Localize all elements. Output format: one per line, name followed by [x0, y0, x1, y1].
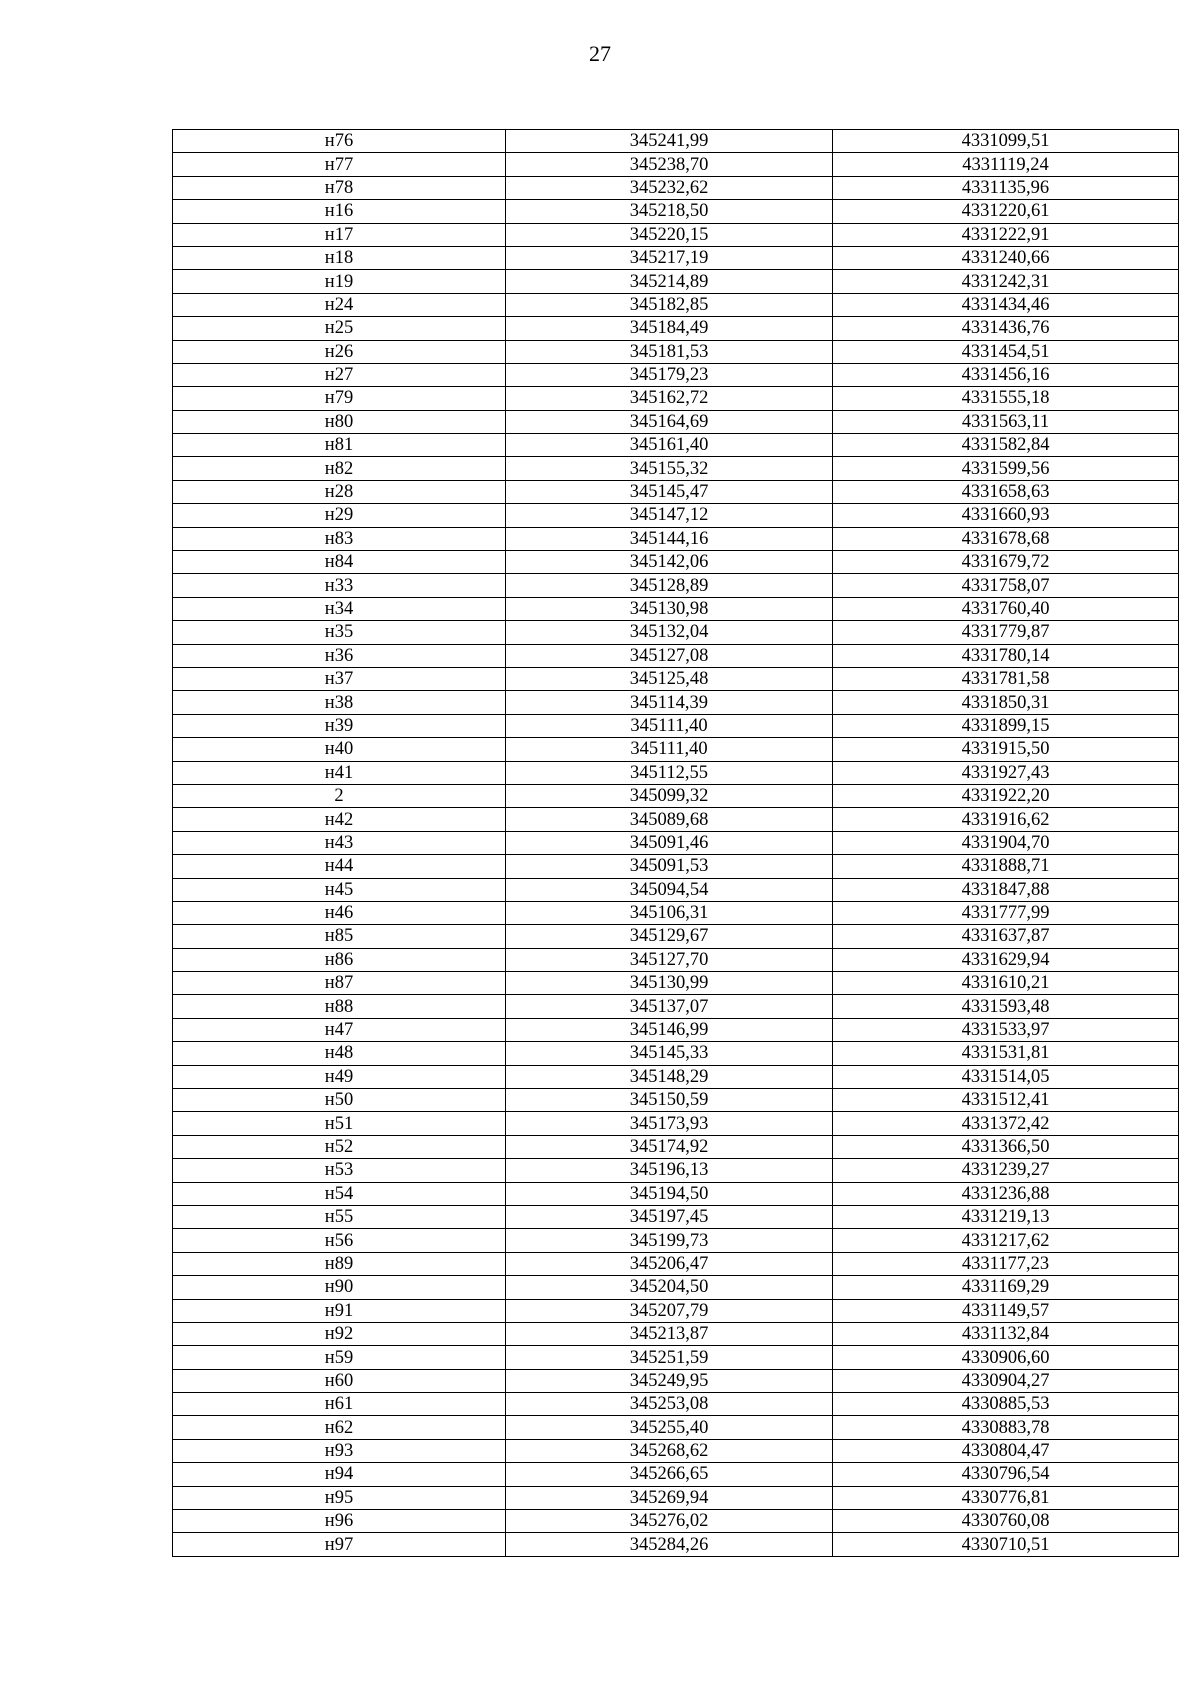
x-coordinate-cell: 345206,47 — [506, 1252, 833, 1275]
table-row — [173, 972, 1179, 995]
table-row — [173, 1533, 1179, 1556]
x-coordinate-cell: 345232,62 — [506, 176, 833, 199]
table-row — [173, 363, 1179, 386]
point-id-cell: н16 — [173, 200, 506, 223]
x-coordinate-cell: 345127,70 — [506, 948, 833, 971]
y-coordinate-cell: 4331533,97 — [833, 1018, 1179, 1041]
table-row — [173, 784, 1179, 807]
table-row — [173, 738, 1179, 761]
x-coordinate-cell: 345125,48 — [506, 667, 833, 690]
y-coordinate-cell: 4331222,91 — [833, 223, 1179, 246]
x-coordinate-cell: 345269,94 — [506, 1486, 833, 1509]
table-row — [173, 1369, 1179, 1392]
table-row — [173, 200, 1179, 223]
table-row — [173, 270, 1179, 293]
y-coordinate-cell: 4331220,61 — [833, 200, 1179, 223]
x-coordinate-cell: 345182,85 — [506, 293, 833, 316]
point-id-cell: н48 — [173, 1042, 506, 1065]
y-coordinate-cell: 4331678,68 — [833, 527, 1179, 550]
y-coordinate-cell: 4331555,18 — [833, 387, 1179, 410]
point-id-cell: н29 — [173, 504, 506, 527]
point-id-cell: н59 — [173, 1346, 506, 1369]
x-coordinate-cell: 345204,50 — [506, 1276, 833, 1299]
y-coordinate-cell: 4331456,16 — [833, 363, 1179, 386]
point-id-cell: н83 — [173, 527, 506, 550]
point-id-cell: н28 — [173, 480, 506, 503]
point-id-cell: н53 — [173, 1159, 506, 1182]
x-coordinate-cell: 345213,87 — [506, 1322, 833, 1345]
y-coordinate-cell: 4331219,13 — [833, 1205, 1179, 1228]
y-coordinate-cell: 4331777,99 — [833, 901, 1179, 924]
point-id-cell: н24 — [173, 293, 506, 316]
point-id-cell: н35 — [173, 621, 506, 644]
table-row — [173, 1346, 1179, 1369]
point-id-cell: н19 — [173, 270, 506, 293]
y-coordinate-cell: 4331531,81 — [833, 1042, 1179, 1065]
y-coordinate-cell: 4330885,53 — [833, 1393, 1179, 1416]
point-id-cell: н38 — [173, 691, 506, 714]
table-row — [173, 831, 1179, 854]
point-id-cell: н82 — [173, 457, 506, 480]
point-id-cell: н97 — [173, 1533, 506, 1556]
y-coordinate-cell: 4331119,24 — [833, 153, 1179, 176]
table-row — [173, 644, 1179, 667]
y-coordinate-cell: 4331240,66 — [833, 246, 1179, 269]
table-row — [173, 1229, 1179, 1252]
point-id-cell: н96 — [173, 1510, 506, 1533]
table-row — [173, 551, 1179, 574]
x-coordinate-cell: 345255,40 — [506, 1416, 833, 1439]
y-coordinate-cell: 4331679,72 — [833, 551, 1179, 574]
table-row — [173, 340, 1179, 363]
table-row — [173, 223, 1179, 246]
point-id-cell: н60 — [173, 1369, 506, 1392]
point-id-cell: н55 — [173, 1205, 506, 1228]
y-coordinate-cell: 4331372,42 — [833, 1112, 1179, 1135]
y-coordinate-cell: 4330906,60 — [833, 1346, 1179, 1369]
point-id-cell: н52 — [173, 1135, 506, 1158]
point-id-cell: н94 — [173, 1463, 506, 1486]
y-coordinate-cell: 4331236,88 — [833, 1182, 1179, 1205]
y-coordinate-cell: 4330883,78 — [833, 1416, 1179, 1439]
point-id-cell: н43 — [173, 831, 506, 854]
table-row — [173, 1486, 1179, 1509]
x-coordinate-cell: 345106,31 — [506, 901, 833, 924]
table-row — [173, 527, 1179, 550]
table-row — [173, 1089, 1179, 1112]
page-number: 27 — [589, 41, 611, 66]
point-id-cell: н17 — [173, 223, 506, 246]
x-coordinate-cell: 345173,93 — [506, 1112, 833, 1135]
x-coordinate-cell: 345089,68 — [506, 808, 833, 831]
point-id-cell: н92 — [173, 1322, 506, 1345]
point-id-cell: н87 — [173, 972, 506, 995]
x-coordinate-cell: 345142,06 — [506, 551, 833, 574]
point-id-cell: н47 — [173, 1018, 506, 1041]
y-coordinate-cell: 4330796,54 — [833, 1463, 1179, 1486]
x-coordinate-cell: 345144,16 — [506, 527, 833, 550]
x-coordinate-cell: 345145,33 — [506, 1042, 833, 1065]
y-coordinate-cell: 4331239,27 — [833, 1159, 1179, 1182]
table-row — [173, 293, 1179, 316]
x-coordinate-cell: 345184,49 — [506, 317, 833, 340]
y-coordinate-cell: 4331177,23 — [833, 1252, 1179, 1275]
y-coordinate-cell: 4330710,51 — [833, 1533, 1179, 1556]
x-coordinate-cell: 345132,04 — [506, 621, 833, 644]
point-id-cell: н62 — [173, 1416, 506, 1439]
table-row — [173, 1276, 1179, 1299]
x-coordinate-cell: 345130,98 — [506, 597, 833, 620]
point-id-cell: н93 — [173, 1439, 506, 1462]
point-id-cell: н89 — [173, 1252, 506, 1275]
x-coordinate-cell: 345130,99 — [506, 972, 833, 995]
point-id-cell: н39 — [173, 714, 506, 737]
x-coordinate-cell: 345199,73 — [506, 1229, 833, 1252]
coordinates-table — [172, 129, 1179, 1557]
point-id-cell: н79 — [173, 387, 506, 410]
y-coordinate-cell: 4331436,76 — [833, 317, 1179, 340]
x-coordinate-cell: 345284,26 — [506, 1533, 833, 1556]
table-row — [173, 667, 1179, 690]
table-row — [173, 1135, 1179, 1158]
table-row — [173, 901, 1179, 924]
point-id-cell: н34 — [173, 597, 506, 620]
table-row — [173, 387, 1179, 410]
table-row — [173, 691, 1179, 714]
y-coordinate-cell: 4330776,81 — [833, 1486, 1179, 1509]
x-coordinate-cell: 345238,70 — [506, 153, 833, 176]
y-coordinate-cell: 4331660,93 — [833, 504, 1179, 527]
x-coordinate-cell: 345266,65 — [506, 1463, 833, 1486]
y-coordinate-cell: 4331927,43 — [833, 761, 1179, 784]
table-row — [173, 1042, 1179, 1065]
point-id-cell: н27 — [173, 363, 506, 386]
x-coordinate-cell: 345194,50 — [506, 1182, 833, 1205]
y-coordinate-cell: 4331847,88 — [833, 878, 1179, 901]
table-row — [173, 597, 1179, 620]
table-row — [173, 714, 1179, 737]
x-coordinate-cell: 345094,54 — [506, 878, 833, 901]
y-coordinate-cell: 4331850,31 — [833, 691, 1179, 714]
table-row — [173, 948, 1179, 971]
table-row — [173, 410, 1179, 433]
y-coordinate-cell: 4331610,21 — [833, 972, 1179, 995]
y-coordinate-cell: 4331454,51 — [833, 340, 1179, 363]
point-id-cell: н90 — [173, 1276, 506, 1299]
point-id-cell: н86 — [173, 948, 506, 971]
table-row — [173, 130, 1179, 153]
y-coordinate-cell: 4331780,14 — [833, 644, 1179, 667]
point-id-cell: н25 — [173, 317, 506, 340]
table-row — [173, 1018, 1179, 1041]
table-row — [173, 855, 1179, 878]
point-id-cell: н81 — [173, 434, 506, 457]
point-id-cell: н33 — [173, 574, 506, 597]
table-row — [173, 504, 1179, 527]
x-coordinate-cell: 345164,69 — [506, 410, 833, 433]
x-coordinate-cell: 345218,50 — [506, 200, 833, 223]
point-id-cell: н61 — [173, 1393, 506, 1416]
x-coordinate-cell: 345251,59 — [506, 1346, 833, 1369]
table-row — [173, 808, 1179, 831]
y-coordinate-cell: 4331593,48 — [833, 995, 1179, 1018]
x-coordinate-cell: 345174,92 — [506, 1135, 833, 1158]
y-coordinate-cell: 4331366,50 — [833, 1135, 1179, 1158]
x-coordinate-cell: 345181,53 — [506, 340, 833, 363]
point-id-cell: н40 — [173, 738, 506, 761]
x-coordinate-cell: 345179,23 — [506, 363, 833, 386]
table-row — [173, 1299, 1179, 1322]
table-row — [173, 1065, 1179, 1088]
x-coordinate-cell: 345099,32 — [506, 784, 833, 807]
point-id-cell: н41 — [173, 761, 506, 784]
x-coordinate-cell: 345150,59 — [506, 1089, 833, 1112]
x-coordinate-cell: 345112,55 — [506, 761, 833, 784]
table-row — [173, 925, 1179, 948]
y-coordinate-cell: 4331169,29 — [833, 1276, 1179, 1299]
y-coordinate-cell: 4331629,94 — [833, 948, 1179, 971]
x-coordinate-cell: 345155,32 — [506, 457, 833, 480]
y-coordinate-cell: 4331779,87 — [833, 621, 1179, 644]
y-coordinate-cell: 4331563,11 — [833, 410, 1179, 433]
y-coordinate-cell: 4331916,62 — [833, 808, 1179, 831]
point-id-cell: н49 — [173, 1065, 506, 1088]
x-coordinate-cell: 345114,39 — [506, 691, 833, 714]
x-coordinate-cell: 345196,13 — [506, 1159, 833, 1182]
table-row — [173, 457, 1179, 480]
x-coordinate-cell: 345220,15 — [506, 223, 833, 246]
x-coordinate-cell: 345253,08 — [506, 1393, 833, 1416]
table-row — [173, 1159, 1179, 1182]
table-row — [173, 480, 1179, 503]
point-id-cell: н56 — [173, 1229, 506, 1252]
x-coordinate-cell: 345147,12 — [506, 504, 833, 527]
table-row — [173, 1112, 1179, 1135]
y-coordinate-cell: 4331781,58 — [833, 667, 1179, 690]
point-id-cell: н77 — [173, 153, 506, 176]
table-row — [173, 434, 1179, 457]
x-coordinate-cell: 345148,29 — [506, 1065, 833, 1088]
y-coordinate-cell: 4331099,51 — [833, 130, 1179, 153]
y-coordinate-cell: 4330804,47 — [833, 1439, 1179, 1462]
x-coordinate-cell: 345197,45 — [506, 1205, 833, 1228]
point-id-cell: н45 — [173, 878, 506, 901]
point-id-cell: н80 — [173, 410, 506, 433]
x-coordinate-cell: 345111,40 — [506, 738, 833, 761]
point-id-cell: н54 — [173, 1182, 506, 1205]
point-id-cell: н18 — [173, 246, 506, 269]
y-coordinate-cell: 4331512,41 — [833, 1089, 1179, 1112]
point-id-cell: н84 — [173, 551, 506, 574]
y-coordinate-cell: 4330760,08 — [833, 1510, 1179, 1533]
point-id-cell: н78 — [173, 176, 506, 199]
y-coordinate-cell: 4331637,87 — [833, 925, 1179, 948]
table-row — [173, 246, 1179, 269]
table-row — [173, 1252, 1179, 1275]
y-coordinate-cell: 4331434,46 — [833, 293, 1179, 316]
y-coordinate-cell: 4331922,20 — [833, 784, 1179, 807]
x-coordinate-cell: 345145,47 — [506, 480, 833, 503]
point-id-cell: н91 — [173, 1299, 506, 1322]
y-coordinate-cell: 4331242,31 — [833, 270, 1179, 293]
y-coordinate-cell: 4331888,71 — [833, 855, 1179, 878]
point-id-cell: н88 — [173, 995, 506, 1018]
x-coordinate-cell: 345214,89 — [506, 270, 833, 293]
table-row — [173, 153, 1179, 176]
y-coordinate-cell: 4331904,70 — [833, 831, 1179, 854]
table-row — [173, 1205, 1179, 1228]
point-id-cell: н51 — [173, 1112, 506, 1135]
table-row — [173, 1322, 1179, 1345]
table-row — [173, 176, 1179, 199]
x-coordinate-cell: 345128,89 — [506, 574, 833, 597]
table-row — [173, 574, 1179, 597]
table-row — [173, 761, 1179, 784]
y-coordinate-cell: 4331658,63 — [833, 480, 1179, 503]
table-row — [173, 1393, 1179, 1416]
point-id-cell: н95 — [173, 1486, 506, 1509]
x-coordinate-cell: 345241,99 — [506, 130, 833, 153]
point-id-cell: н46 — [173, 901, 506, 924]
x-coordinate-cell: 345127,08 — [506, 644, 833, 667]
x-coordinate-cell: 345162,72 — [506, 387, 833, 410]
x-coordinate-cell: 345217,19 — [506, 246, 833, 269]
x-coordinate-cell: 345276,02 — [506, 1510, 833, 1533]
x-coordinate-cell: 345137,07 — [506, 995, 833, 1018]
x-coordinate-cell: 345161,40 — [506, 434, 833, 457]
x-coordinate-cell: 345111,40 — [506, 714, 833, 737]
point-id-cell: н37 — [173, 667, 506, 690]
y-coordinate-cell: 4331899,15 — [833, 714, 1179, 737]
table-row — [173, 1510, 1179, 1533]
table-row — [173, 1463, 1179, 1486]
y-coordinate-cell: 4331514,05 — [833, 1065, 1179, 1088]
y-coordinate-cell: 4330904,27 — [833, 1369, 1179, 1392]
point-id-cell: 2 — [173, 784, 506, 807]
y-coordinate-cell: 4331760,40 — [833, 597, 1179, 620]
table-row — [173, 1416, 1179, 1439]
table-row — [173, 1182, 1179, 1205]
y-coordinate-cell: 4331599,56 — [833, 457, 1179, 480]
table-row — [173, 621, 1179, 644]
x-coordinate-cell: 345091,46 — [506, 831, 833, 854]
point-id-cell: н42 — [173, 808, 506, 831]
table-row — [173, 878, 1179, 901]
point-id-cell: н26 — [173, 340, 506, 363]
x-coordinate-cell: 345207,79 — [506, 1299, 833, 1322]
point-id-cell: н50 — [173, 1089, 506, 1112]
x-coordinate-cell: 345129,67 — [506, 925, 833, 948]
y-coordinate-cell: 4331758,07 — [833, 574, 1179, 597]
point-id-cell: н76 — [173, 130, 506, 153]
coordinates-table-body — [173, 130, 1179, 1557]
x-coordinate-cell: 345268,62 — [506, 1439, 833, 1462]
y-coordinate-cell: 4331135,96 — [833, 176, 1179, 199]
table-row — [173, 995, 1179, 1018]
x-coordinate-cell: 345091,53 — [506, 855, 833, 878]
table-row — [173, 317, 1179, 340]
point-id-cell: н36 — [173, 644, 506, 667]
point-id-cell: н85 — [173, 925, 506, 948]
x-coordinate-cell: 345249,95 — [506, 1369, 833, 1392]
y-coordinate-cell: 4331132,84 — [833, 1322, 1179, 1345]
point-id-cell: н44 — [173, 855, 506, 878]
table-row — [173, 1439, 1179, 1462]
y-coordinate-cell: 4331915,50 — [833, 738, 1179, 761]
y-coordinate-cell: 4331149,57 — [833, 1299, 1179, 1322]
y-coordinate-cell: 4331582,84 — [833, 434, 1179, 457]
x-coordinate-cell: 345146,99 — [506, 1018, 833, 1041]
y-coordinate-cell: 4331217,62 — [833, 1229, 1179, 1252]
